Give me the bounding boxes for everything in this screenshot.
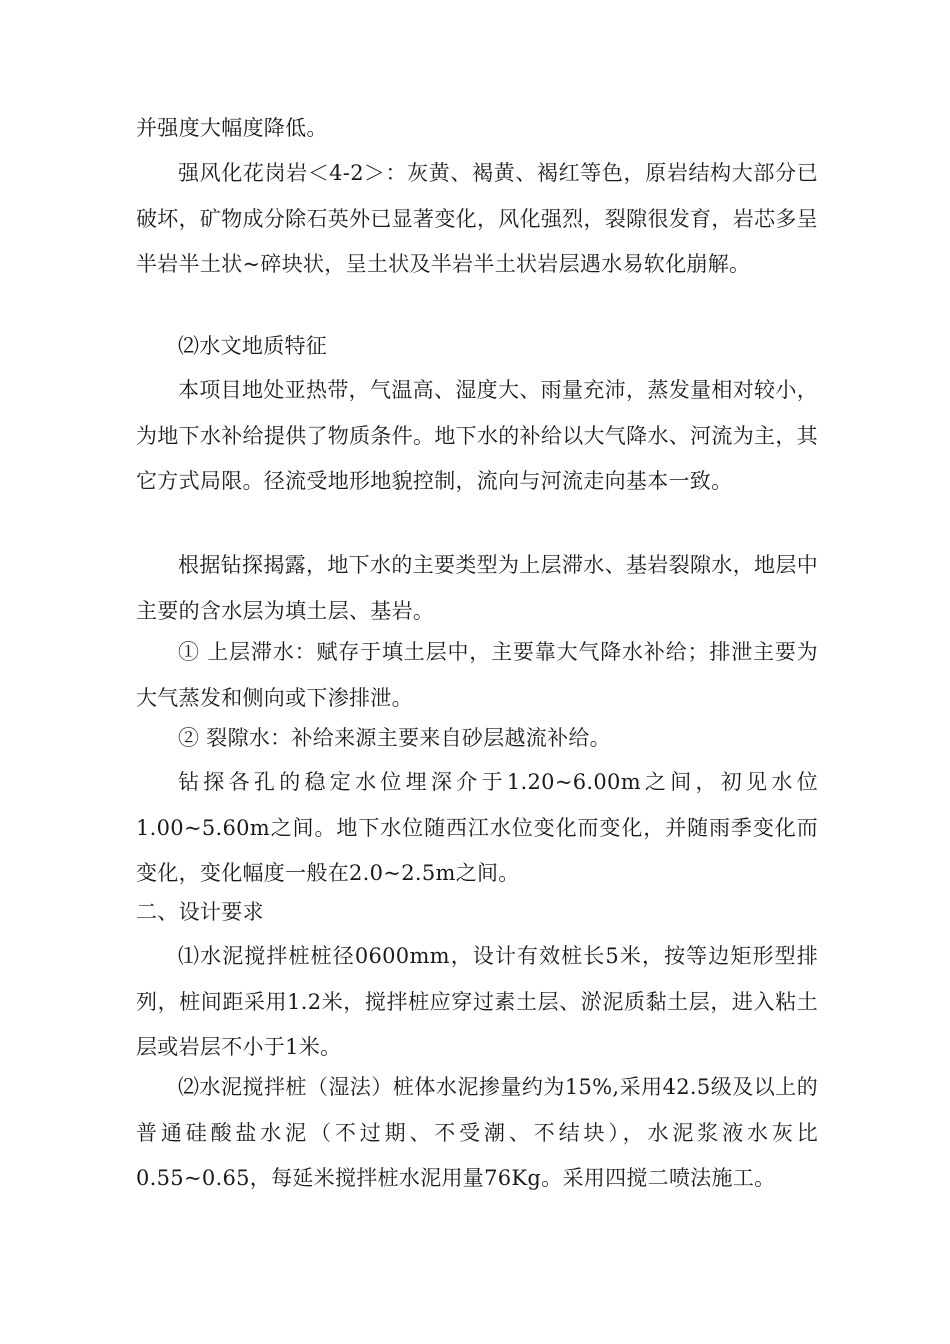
- paragraph-fissure-water: ② 裂隙水：补给来源主要来自砂层越流补给。: [178, 726, 611, 750]
- paragraph-weathered-granite: 强风化花岗岩＜4-2＞：灰黄、褐黄、褐红等色，原岩结构大部分已破坏，矿物成分除石英外已显著变化，风化强烈，裂隙很发育，岩芯多呈半岩半土状~碎块状，呈土状及半岩半土状岩层遇水易软化崩解。: [136, 161, 818, 276]
- paragraph-climate: 本项目地处亚热带，气温高、湿度大、雨量充沛，蒸发量相对较小，为地下水补给提供了物质条件。地下水的补给以大气降水、河流为主，其它方式局限。径流受地形地貌控制，流向与河流走向基本一致。: [136, 378, 818, 493]
- paragraph-water-level: 钻探各孔的稳定水位埋深介于1.20~6.00m之间，初见水位1.00~5.60m之间。地下水位随西江水位变化而变化，并随雨季变化而变化，变化幅度一般在2.0~2.5m之间。: [136, 770, 818, 885]
- section-heading-hydrogeology: ⑵水文地质特征: [178, 334, 328, 358]
- paragraph-groundwater-types: 根据钻探揭露，地下水的主要类型为上层滞水、基岩裂隙水，地层中主要的含水层为填土层、基岩。: [136, 553, 818, 623]
- paragraph-pile-spec: ⑴水泥搅拌桩桩径0600mm，设计有效桩长5米，按等边矩形型排列，桩间距采用1.2米，搅拌桩应穿过素土层、淤泥质黏土层，进入粘土层或岩层不小于1米。: [136, 944, 818, 1059]
- section-heading-design-requirements: 二、设计要求: [136, 900, 264, 924]
- paragraph-cement-spec: ⑵水泥搅拌桩（湿法）桩体水泥掺量约为15%,采用42.5级及以上的普通硅酸盐水泥（不过期、不受潮、不结块），水泥浆液水灰比0.55~0.65，每延米搅拌桩水泥用量76Kg。采用四搅二喷法施工。: [136, 1075, 818, 1190]
- paragraph-perched-water: ① 上层滞水：赋存于填土层中，主要靠大气降水补给；排泄主要为大气蒸发和侧向或下渗排泄。: [136, 640, 818, 710]
- paragraph-continuation: 并强度大幅度降低。: [136, 116, 328, 140]
